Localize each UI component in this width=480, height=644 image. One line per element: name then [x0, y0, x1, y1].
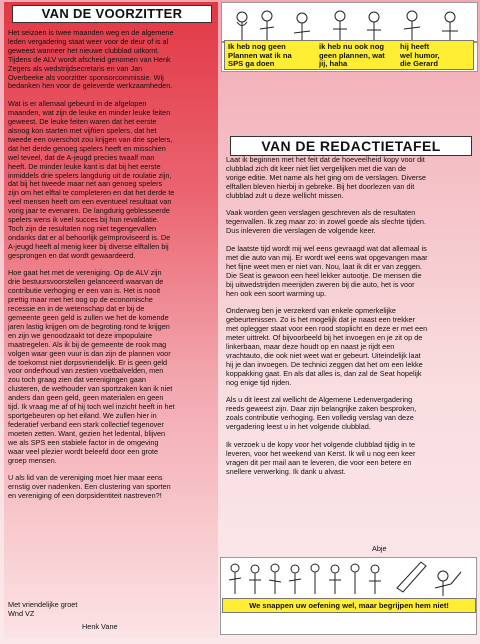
chairman-signature: Henk Vane [82, 622, 118, 631]
editor-signature: Abje [372, 544, 387, 553]
bottom-cartoon [220, 557, 477, 635]
bottom-cartoon-drawing [221, 558, 476, 598]
bottom-cartoon-caption: We snappen uw oefening wel, maar begrijpen hem niet! [222, 598, 476, 613]
speech-bubble-2: ik heb nu ook nog geen plannen, wat jij, haha [319, 42, 385, 69]
editor-body: Laat ik beginnen met het feit dat de hoeveelheid kopy voor dit clubblad zich dit keer niet liet vergelijken met die van de vorige editie. Met name als het ging om de verslagen. Diverse elftallen bleven hierbij in gebreke. Bij het doorlezen van dit clubblad zult u deze wellicht missen. Vaak worden geen verslagen geschreven als de resultaten tegenvallen. Ik zeg maar zo: in zowel goede als slechte tijden. Dus inleveren die verslagen de volgende keer. De laatste tijd wordt mij wel eens gevraagd wat dat allemaal is met die auto van mij. Er wordt wel eens wat opgevangen maar het fijne weet men er niet van. Nou, laat ik dit er van zeggen. Die Seat is gewoon een heel lekker autootje. De mensen die bij uitwedstrijden meerijden zweren bij die auto, het is voor hen ook een soort warming up. Onderweg ben je verzekerd van enkele opmerkelijke gebeurtenissen. Zo is het mogelijk dat je naast een trekker met oplegger staat voor een rood stoplicht en deze er met een meter uittrekt. Of bijvoorbeeld bij het invoegen en je zit op de linkerbaan, maar deze houdt op en naast je rijdt een vrachtauto, die ook niet weet wat er gebeurt. Uiteindelijk laat hij je dan invoegen. De technici zeggen dat het om een lekke koppakking gaat. En als dat alles is, dan zal de Seat hopelijk nog enige tijd rijden. Als u dit leest zal wellicht de Algemene Ledenvergadering reeds geweest zijn. Daar zijn belangrijke zaken besproken, zoals contributie verhoging. Een volledig verslag van deze vergadering leest u in het volgende clubblad. Ik verzoek u de kopy voor het volgende clubblad tijdig in te leveren, voor het weekend van Kerst. Ik wil u nog een keer vragen dit per mail aan te leveren, die voor een betere en snellere verwerking. Ik dank u alvast. [226, 155, 428, 476]
speech-bubble-1: Ik heb nog geen Plannen wat ik na SPS ga doen [228, 42, 292, 69]
editor-title: VAN DE REDACTIETAFEL [230, 136, 472, 156]
chairman-closing: Met vriendelijke groet Wnd VZ [8, 600, 78, 618]
top-cartoon-drawing [222, 3, 477, 43]
top-cartoon-speech [224, 40, 474, 70]
chairman-title: VAN DE VOORZITTER [12, 5, 212, 23]
chairman-body: Het seizoen is twee maanden weg en de algemene leden vergadering staat weer voor de deur of is al geweest wanneer het nieuwe clubblad uitkomt. Tijdens de ALV wordt afscheid genomen van Henk Zegers als wedstrijdsecretaris en van Jan Overbeeke als voorzitter sponsorcommissie. Wij bedanken hen voor de geleverde werkzaamheden. Wat is er allemaal gebeurd in de afgelopen maanden, wat zijn de leuke en minder leuke feiten geweest. De leuke feiten waren dat het eerste alsnog kon starten met vijftien spelers, dat het tweede een overschot zou krijgen van drie spelers, dat het derde genoeg spelers heeft en misschien wel teveel, dat de A-jeugd precies twaalf man heeft. De minder leuke kant is dat bij het eerste inmiddels drie spelers langdurig uit de roulatie zijn, dat bij het tweede maar net aan genoeg spelers zijn om het elftal te completeren en dat het derde te veel mensen heeft om een eventueel resultaat van vorig jaar te evenaren. De langdurig geblesseerde spelers wens ik veel succes bij hun revalidatie. Toch zijn de resultaten nog niet tegengevallen ondanks dat er al behoorlijk geïmproviseerd is. De A-jeugd heeft al menig keer bij diverse elftallen bij gesprongen en dat wordt gewaardeerd. Hoe gaat het met de vereniging. Op de ALV zijn drie bestuursvoorstellen gelanceerd waarvan de contributie verhoging er een van is. Het is nooit prettig maar met het oog op de economische recessie en in de wetenschap dat er bij de gemeente geen geld is zullen we het de komende jaren lastig krijgen om de begroting rond te krijgen en zijn we genoodzaakt tot deze impopulaire maatregelen. Als ik bij de gemeente de rook mag volgen waar geen vuur is dan zijn de plannen voor de toekomst niet dorpsvriendelijk. Er is geen geld voor onderhoud van zestien voetbalvelden, men zou toch graag zien dat verenigingen gaan clusteren, de wethouder van sportzaken kan ik niet anders dan geen geld, geen materialen en geen tijd. Ik vraag me af of hij toch wel inzicht heeft in het sportgebeuren op het eiland. We zullen hier in federatief verband een stark collectief tegenover moeten zetten. Want, gezien het ledental, blijven we als SPS een stabiele factor in de omgeving waar veel plezier wordt beleefd door een grote groep mensen. U als lid van de vereniging moet hier maar eens ernstig over nadenken. Een clustering van sporten en vereniging of een dorpsidentiteit nastreven?! [8, 28, 175, 501]
speech-bubble-3: hij heeft wel humor, die Gerard [400, 42, 440, 69]
